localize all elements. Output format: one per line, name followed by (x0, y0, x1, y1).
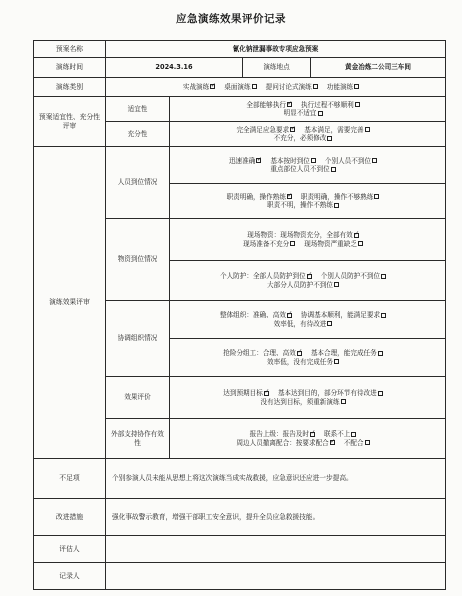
evaluator-value (106, 536, 446, 563)
checkbox-option (301, 311, 388, 319)
suitability-row-label: 适宜性 (106, 97, 170, 122)
checkbox-option (243, 240, 297, 248)
checkbox-option (250, 430, 317, 438)
checkbox-option (266, 83, 320, 91)
checkbox-option (267, 281, 341, 289)
option-line (172, 281, 443, 289)
empty-box-icon (327, 321, 332, 326)
effect-options (170, 219, 446, 261)
shortcoming-value: 个别参演人员未能从思想上将这次演练当成实战救援，应急意识还应进一步提高。 (106, 459, 446, 499)
empty-box-icon (311, 158, 316, 163)
checked-box-icon (210, 84, 215, 89)
effect-options (170, 261, 446, 301)
category-label: 演练类别 (34, 78, 106, 97)
option-line (172, 311, 443, 319)
option-label: 提问讨论式演练 (265, 82, 312, 91)
empty-box-icon (381, 274, 386, 279)
checked-box-icon (287, 194, 292, 199)
option-line (172, 201, 443, 209)
suitability-label: 预案适宜性、充分性评审 (34, 97, 106, 147)
checked-box-icon (287, 313, 292, 318)
option-label: 桌面演练 (224, 82, 251, 91)
empty-box-icon (374, 194, 379, 199)
effect-options (170, 147, 446, 184)
option-line (172, 272, 443, 280)
effect-review-label: 演练效果评审 (34, 147, 106, 459)
checkbox-option (267, 358, 341, 366)
option-label: 不配合 (343, 438, 364, 447)
checkbox-option (311, 349, 385, 357)
checkbox-option (304, 240, 365, 248)
checked-box-icon (354, 233, 359, 238)
effect-options (170, 339, 446, 377)
option-label: 协调基本顺利，能满足要求 (300, 311, 381, 320)
option-line (172, 109, 443, 117)
checkbox-option (229, 157, 263, 165)
empty-box-icon (355, 102, 360, 107)
option-label: 迅速准确 (228, 156, 256, 165)
option-label: 职责不明，操作不熟练 (267, 201, 333, 209)
option-label: 报告上级：报告及时 (249, 430, 309, 439)
option-label: 全部能够执行 (246, 100, 286, 109)
option-label: 效率低，没有完成任务 (267, 357, 333, 366)
option-label: 完全满足应急要求 (236, 125, 290, 134)
effect-group-label: 外部支持协作有效性 (106, 419, 170, 459)
option-label: 不充分，必须修改 (273, 134, 327, 142)
option-line (172, 165, 443, 173)
option-label: 大部分人员防护不到位 (267, 280, 333, 289)
option-label: 达到预期目标 (223, 389, 263, 398)
option-label: 现场准备不充分 (243, 239, 290, 248)
option-line (172, 439, 443, 447)
empty-box-icon (378, 351, 383, 356)
option-label: 明显不适宜 (283, 109, 317, 117)
option-line (172, 193, 443, 201)
option-line (172, 240, 443, 248)
option-label: 基本达到目的，部分环节有待改进 (277, 389, 377, 398)
option-line (172, 430, 443, 438)
option-label: 没有达到目标，须重新演练 (260, 397, 340, 406)
checkbox-option (325, 157, 379, 165)
checkbox-option (223, 349, 304, 357)
checked-box-icon (307, 274, 312, 279)
checkbox-option (247, 231, 361, 239)
option-label: 实战演练 (182, 82, 210, 91)
checked-box-icon (297, 351, 302, 356)
effect-group-label: 人员到位情况 (106, 147, 170, 219)
checkbox-option (236, 126, 297, 134)
option-label: 职责明确，操作不够熟练 (300, 192, 374, 201)
option-label: 执行过程不够顺利 (300, 100, 354, 109)
checkbox-option (284, 109, 325, 117)
option-label: 职责明确，操作熟练 (226, 192, 286, 201)
option-line (172, 157, 443, 165)
evaluator-label: 评估人 (34, 536, 106, 563)
checkbox-option (223, 389, 271, 397)
empty-box-icon (365, 440, 370, 445)
checkbox-option (267, 201, 341, 209)
checkbox-option (270, 165, 337, 173)
empty-box-icon (334, 359, 339, 364)
effect-group-label: 效果评价 (106, 377, 170, 419)
effect-options (170, 184, 446, 219)
empty-box-icon (378, 391, 383, 396)
option-label: 基本按时到位 (270, 156, 310, 165)
option-label: 抢险分组工：合理、高效 (223, 349, 296, 358)
checkbox-option (270, 157, 318, 165)
option-label: 周边人员撤离配合：按要求配合 (236, 438, 329, 447)
checkbox-option (224, 83, 258, 91)
option-label: 个别人员不到位 (324, 156, 372, 165)
option-label: 效率低，有待改进 (273, 319, 327, 328)
checkbox-option (301, 101, 362, 109)
checked-box-icon (256, 158, 261, 163)
checkbox-option (227, 193, 294, 201)
effect-options (170, 377, 446, 419)
option-label: 个人防护：全部人员防护到位 (219, 272, 306, 281)
option-line (172, 134, 443, 142)
option-line (172, 101, 443, 109)
recorder-label: 记录人 (34, 563, 106, 590)
option-line (172, 126, 443, 134)
checkbox-option (220, 272, 314, 280)
empty-box-icon (354, 84, 359, 89)
checkbox-option (246, 101, 294, 109)
improvement-label: 改进措施 (34, 499, 106, 536)
effect-group-label: 物资到位情况 (106, 219, 170, 301)
option-line (172, 349, 443, 357)
option-line (172, 389, 443, 397)
empty-box-icon (372, 158, 377, 163)
sufficiency-options (170, 122, 446, 147)
checkbox-option (327, 83, 361, 91)
checkbox-option (301, 193, 382, 201)
empty-box-icon (334, 203, 339, 208)
checkbox-option (220, 311, 294, 319)
option-line (172, 320, 443, 328)
checkbox-option (321, 272, 388, 280)
evaluation-table (33, 40, 446, 590)
empty-box-icon (381, 313, 386, 318)
option-line (172, 398, 443, 406)
checkbox-option (183, 83, 217, 91)
time-label: 演练时间 (34, 58, 106, 78)
empty-box-icon (313, 84, 318, 89)
plan-name-value: 氰化钠泄漏事故专项应急预案 (106, 41, 446, 58)
sufficiency-row-label: 充分性 (106, 122, 170, 147)
checkbox-option (236, 439, 336, 447)
option-label: 现场物资：现场物资充分，全部有效 (247, 231, 353, 240)
category-options (106, 78, 446, 97)
empty-box-icon (327, 136, 332, 141)
effect-group-label: 协调组织情况 (106, 301, 170, 377)
checkbox-option (274, 134, 335, 142)
checked-box-icon (330, 440, 335, 445)
empty-box-icon (365, 127, 370, 132)
checkbox-option (260, 398, 347, 406)
empty-box-icon (318, 111, 323, 116)
improvement-value: 强化事故警示教育，增强干部职工安全意识，提升全员应急救援技能。 (106, 499, 446, 536)
option-label: 个别人员防护不到位 (320, 272, 381, 281)
option-label: 基本满足，需要完善 (304, 125, 364, 134)
checkbox-option (344, 439, 372, 447)
empty-box-icon (331, 167, 336, 172)
location-label: 演练地点 (243, 58, 311, 78)
option-label: 功能演练 (326, 82, 354, 91)
option-label: 现场物资严重缺乏 (304, 239, 357, 248)
checkbox-option (324, 430, 358, 438)
plan-name-label: 预案名称 (34, 41, 106, 58)
checked-box-icon (290, 127, 295, 132)
shortcoming-label: 不足项 (34, 459, 106, 499)
option-line (172, 358, 443, 366)
empty-box-icon (358, 241, 363, 246)
checkbox-option (278, 389, 385, 397)
checkbox-option (274, 320, 335, 328)
option-label: 基本合理，能完成任务 (310, 349, 377, 358)
checkbox-option (304, 126, 371, 134)
empty-box-icon (351, 432, 356, 437)
page-title: 应急演练效果评价记录 (176, 13, 286, 25)
empty-box-icon (290, 241, 295, 246)
option-label: 重点部位人员不到位 (270, 165, 330, 173)
empty-box-icon (252, 84, 257, 89)
suitability-options (170, 97, 446, 122)
checked-box-icon (310, 432, 315, 437)
option-label: 联系不上 (324, 430, 351, 439)
checked-box-icon (264, 391, 269, 396)
empty-box-icon (334, 282, 339, 287)
option-label: 整体组织：准确、高效 (219, 311, 286, 320)
recorder-value (106, 563, 446, 590)
effect-options (170, 419, 446, 459)
checked-box-icon (287, 102, 292, 107)
time-value: 2024.3.16 (106, 58, 243, 78)
empty-box-icon (341, 399, 346, 404)
option-line (172, 231, 443, 239)
location-value: 黄金冶炼二公司三车间 (311, 58, 446, 78)
effect-options (170, 301, 446, 339)
